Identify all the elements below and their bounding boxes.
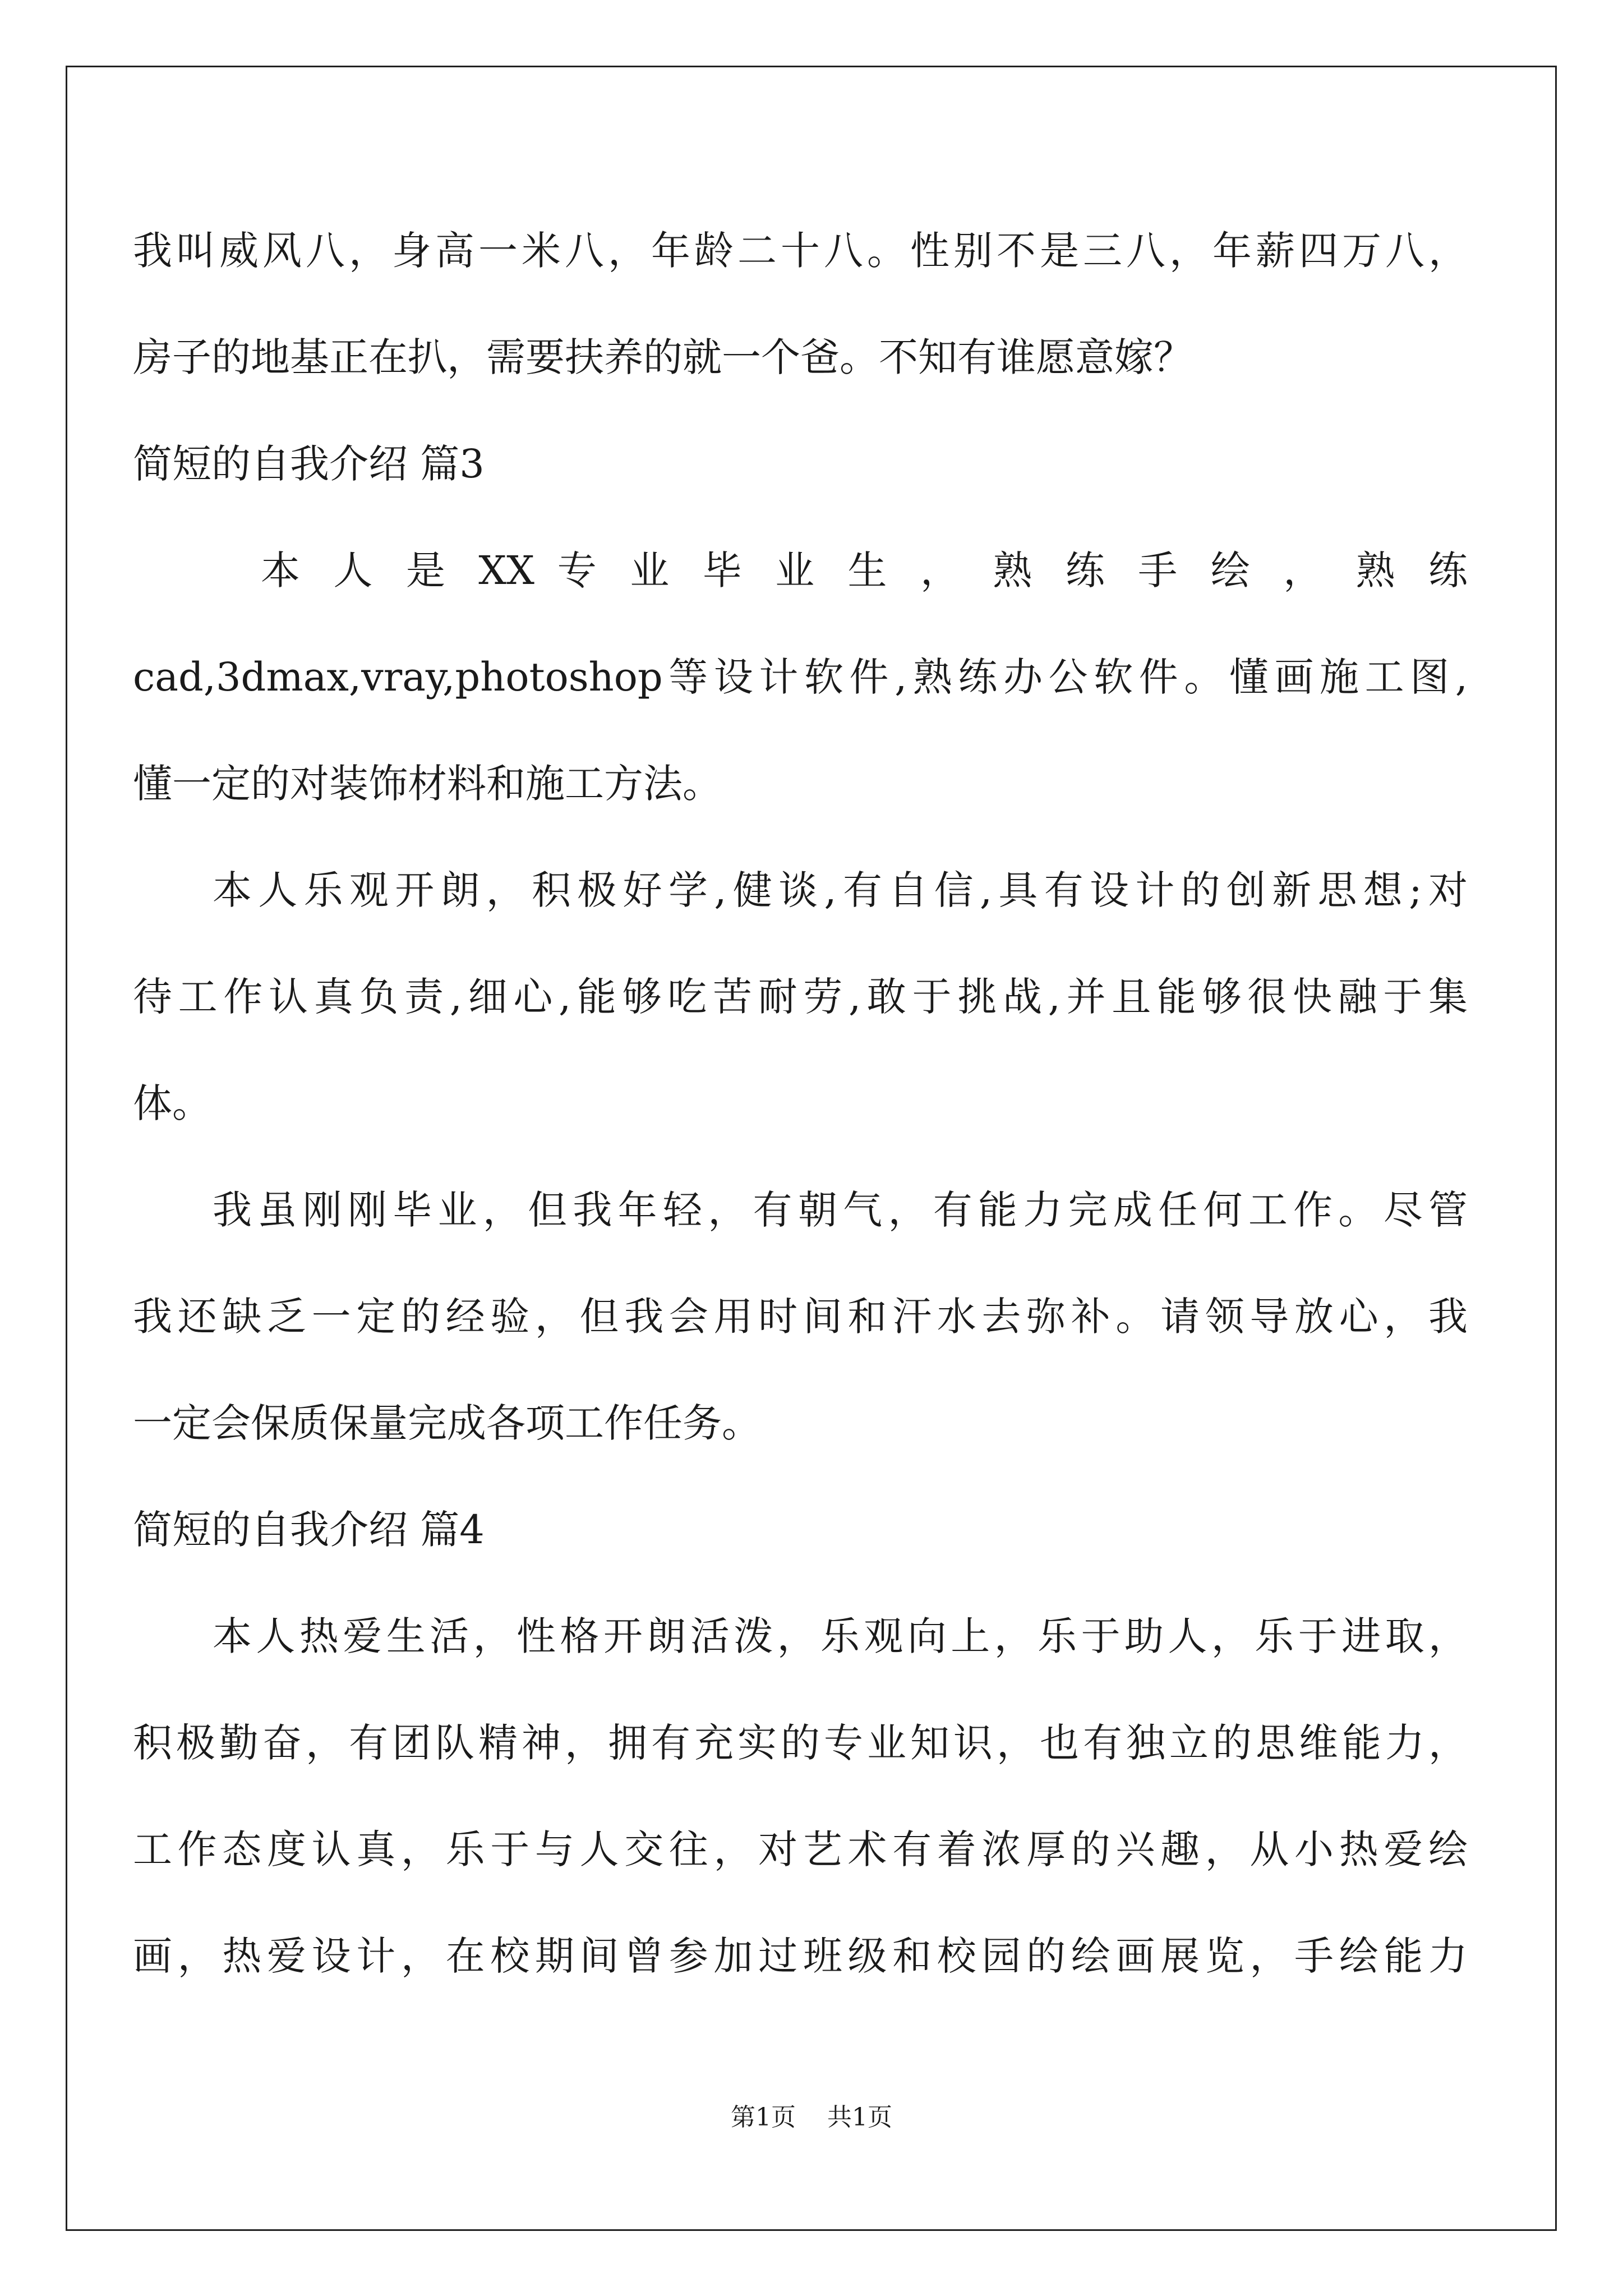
paragraph-line: 积极勤奋，有团队精神，拥有充实的专业知识，也有独立的思维能力， bbox=[133, 1720, 1468, 1766]
page-number: 第1页 bbox=[731, 2103, 796, 2132]
paragraph-line: 房子的地基正在扒，需要扶养的就一个爸。不知有谁愿意嫁？ bbox=[133, 334, 1193, 380]
paragraph-line: 工作态度认真，乐于与人交往，对艺术有着浓厚的兴趣，从小热爱绘 bbox=[133, 1826, 1468, 1872]
paragraph-line: 体。 bbox=[133, 1080, 211, 1126]
page-total: 共1页 bbox=[827, 2103, 892, 2132]
section-heading: 简短的自我介绍 篇3 bbox=[133, 441, 485, 487]
document-body bbox=[133, 197, 1468, 2009]
page-footer bbox=[0, 2101, 1623, 2134]
paragraph-line: 我还缺乏一定的经验，但我会用时间和汗水去弥补。请领导放心，我 bbox=[133, 1294, 1468, 1340]
paragraph-line: 本人热爱生活，性格开朗活泼，乐观向上，乐于助人，乐于进取， bbox=[213, 1613, 1468, 1659]
paragraph-line: 待工作认真负责,细心,能够吃苦耐劳,敢于挑战,并且能够很快融于集 bbox=[133, 974, 1468, 1020]
paragraph-line: 我虽刚刚毕业，但我年轻，有朝气，有能力完成任何工作。尽管 bbox=[213, 1187, 1468, 1233]
paragraph-line: 本人乐观开朗，积极好学,健谈,有自信,具有设计的创新思想;对 bbox=[213, 867, 1468, 913]
paragraph-line: 懂一定的对装饰材料和施工方法。 bbox=[133, 761, 722, 807]
paragraph-line: 画，热爱设计，在校期间曾参加过班级和校园的绘画展览，手绘能力 bbox=[133, 1933, 1468, 1979]
paragraph-line: cad,3dmax,vray,photoshop等设计软件,熟练办公软件。懂画施工图, bbox=[133, 654, 1468, 700]
paragraph-line: 本 人 是 XX 专 业 毕 业 生 ， 熟 练 手 绘 ， 熟 练 bbox=[261, 547, 1468, 593]
paragraph-line: 一定会保质保量完成各项工作任务。 bbox=[133, 1400, 761, 1446]
paragraph-line: 我叫威风八，身高一米八，年龄二十八。性别不是三八，年薪四万八， bbox=[133, 228, 1468, 274]
section-heading: 简短的自我介绍 篇4 bbox=[133, 1507, 485, 1553]
